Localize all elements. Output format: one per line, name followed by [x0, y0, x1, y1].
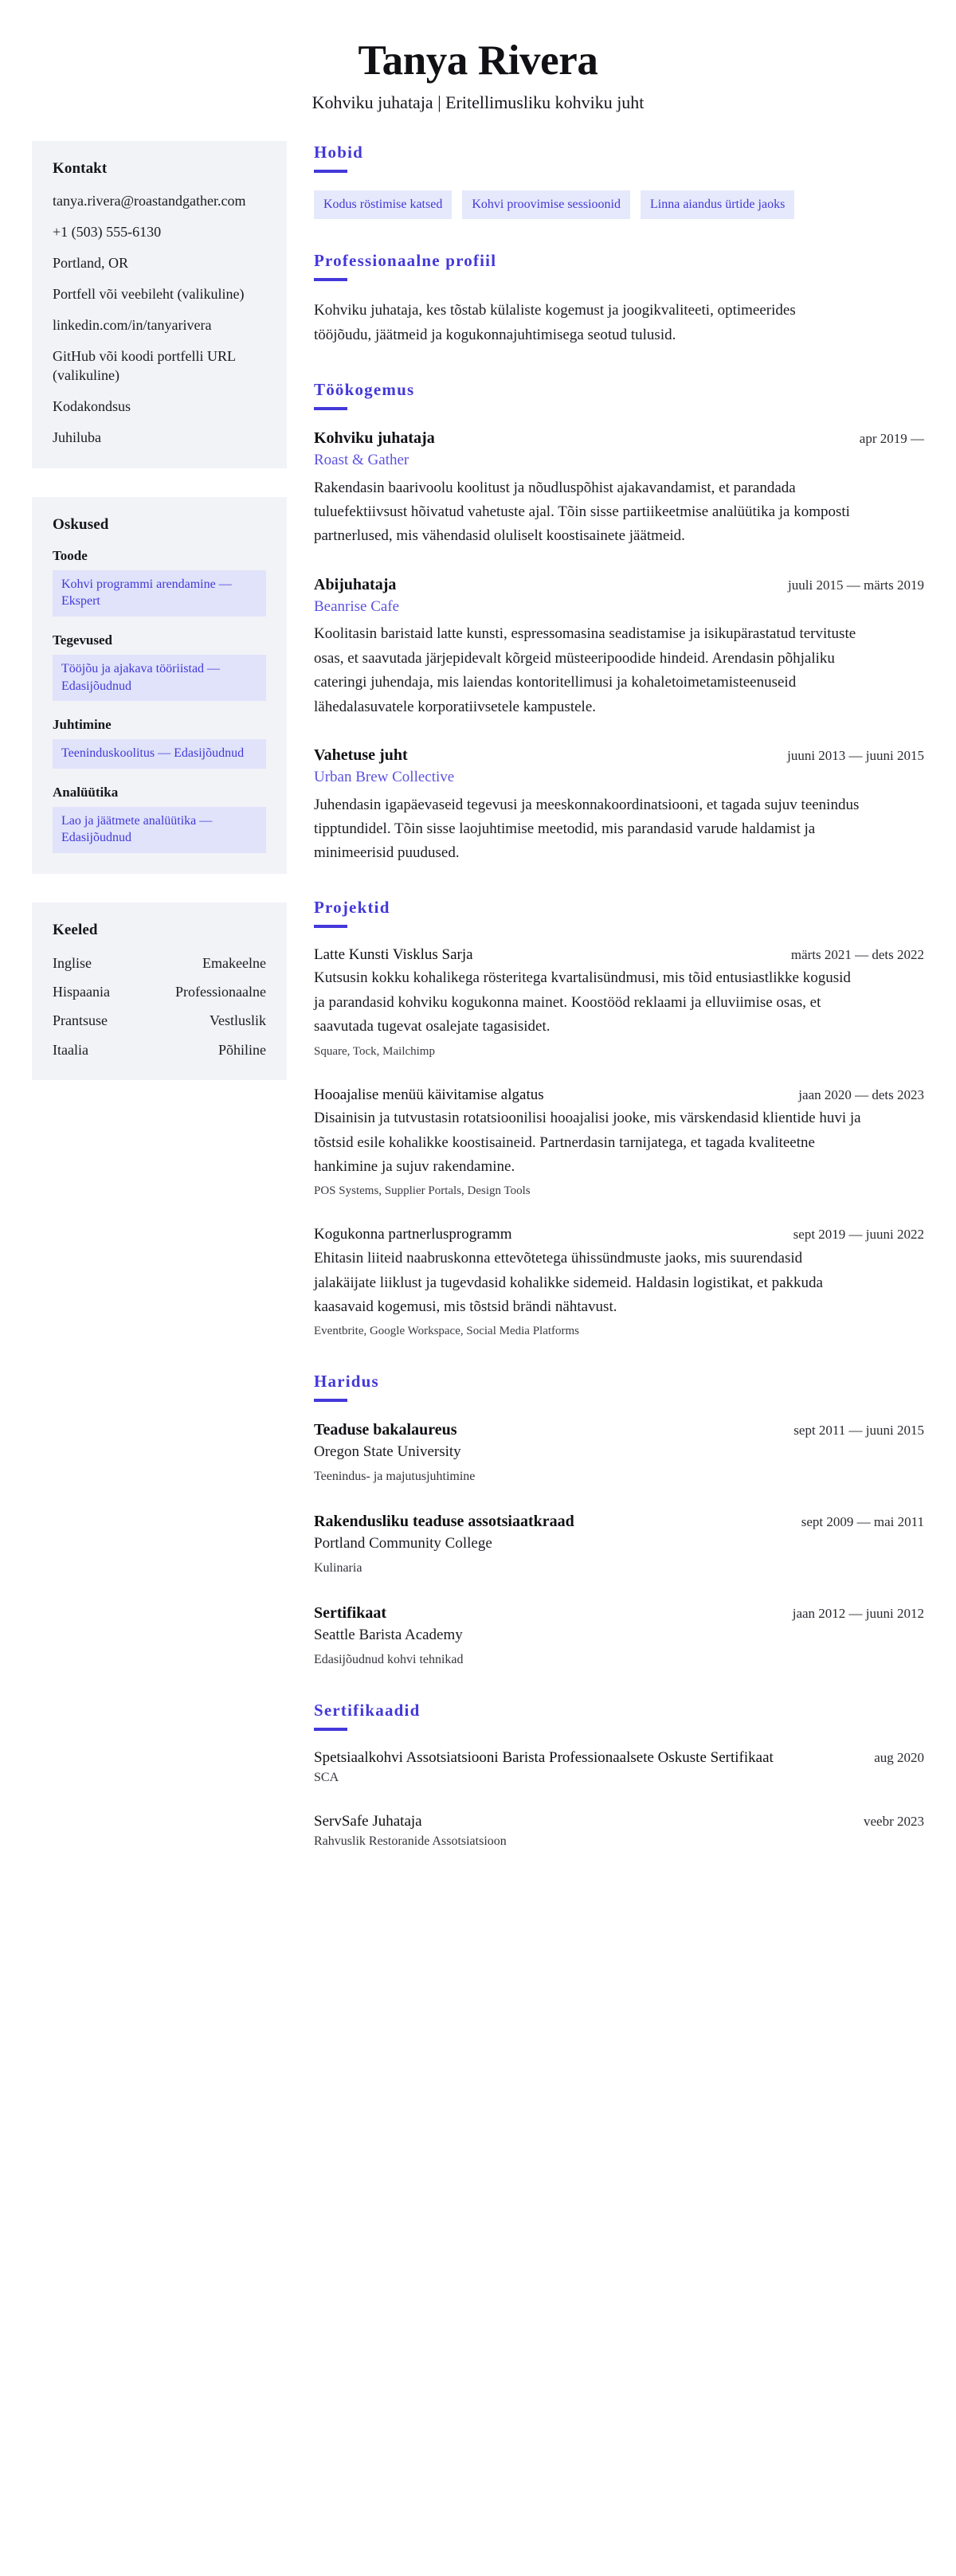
language-row [53, 1040, 266, 1059]
certification-entry [314, 1812, 924, 1850]
contact-drivers-license: Juhiluba [53, 429, 101, 445]
job-company: Roast & Gather [314, 452, 409, 469]
project-tech: POS Systems, Supplier Portals, Design Tools [314, 1184, 531, 1198]
entry-head [314, 1603, 924, 1623]
skill-group-label: Juhtimine [53, 717, 112, 733]
hobby-chip[interactable]: Kohvi proovimise sessioonid [462, 190, 630, 219]
language-name: Prantsuse [53, 1012, 108, 1029]
section-title-projects: Projektid [314, 897, 390, 917]
skill-group-operations [53, 632, 266, 701]
project-description: Kutsusin kokku kohalikega rösteritega kvartalisündmusi, mis tõid entusiastlikke kogusid ja parandasid kohviku kogukonna mainet. Koostööd reklaami ja elluviimise osas, et saavutada tugevat osalejate tagasisidet. [314, 969, 851, 1035]
contact-citizenship: Kodakondsus [53, 397, 131, 414]
language-level: Professionaalne [175, 984, 266, 1000]
contact-phone[interactable]: +1 (503) 555-6130 [53, 224, 162, 241]
section-projects [314, 898, 924, 1341]
certification-entry [314, 1748, 924, 1787]
language-row [53, 953, 266, 973]
section-rule [314, 407, 347, 410]
entry-head [314, 1086, 924, 1106]
degree-title: Teaduse bakalaureus [314, 1421, 457, 1439]
degree-date: sept 2011 — juuni 2015 [793, 1423, 924, 1439]
degree-date: sept 2009 — mai 2011 [801, 1514, 924, 1530]
certification-issuer: SCA [314, 1770, 339, 1784]
school-name: Portland Community College [314, 1535, 492, 1552]
job-description: Koolitasin baristaid latte kunsti, espressomasina seadistamise ja isikupärastatud tervituste osas, et saavutada järjepidevalt kõrgeid müsteeripoodide hindeid. Arendasin põhjaliku cateringi juhendaja, mis laiendas kontoritellimusi ja kohaletoimetamisteenuseid lähedalasuvatele korporatiivsetele kampustele. [314, 625, 856, 715]
section-rule [314, 925, 347, 928]
entry-head [314, 945, 924, 965]
entry-head [314, 1225, 924, 1245]
field-of-study: Edasijõudnud kohvi tehnikad [314, 1652, 464, 1666]
section-title-hobbies: Hobid [314, 143, 364, 162]
section-title-experience: Töökogemus [314, 380, 415, 400]
contact-list [53, 192, 266, 447]
education-entry [314, 1419, 924, 1486]
entry-head [314, 745, 924, 765]
school-name: Oregon State University [314, 1443, 461, 1461]
project-tech: Square, Tock, Mailchimp [314, 1044, 435, 1058]
project-tech: Eventbrite, Google Workspace, Social Media Platforms [314, 1325, 580, 1338]
skill-group-label: Tegevused [53, 632, 112, 648]
entry-head [314, 1812, 924, 1832]
skill-group-analytics [53, 785, 266, 853]
education-entry [314, 1511, 924, 1577]
section-profile [314, 251, 924, 348]
contact-linkedin[interactable]: linkedin.com/in/tanyarivera [53, 317, 212, 334]
language-level: Põhiline [217, 1041, 266, 1058]
project-date: jaan 2020 — dets 2023 [798, 1086, 924, 1102]
skill-pill[interactable]: Kohvi programmi arendamine — Ekspert [53, 570, 266, 617]
experience-entry [314, 428, 924, 549]
project-date: sept 2019 — juuni 2022 [793, 1227, 924, 1243]
skill-pill[interactable]: Lao ja jäätmete analüütika — Edasijõudnud [53, 807, 266, 853]
section-rule [314, 1399, 347, 1402]
certification-title: ServSafe Juhataja [314, 1813, 422, 1830]
contact-portfolio[interactable]: Portfell või veebileht (valikuline) [53, 286, 245, 303]
experience-entry [314, 745, 924, 866]
hobby-chip-list [314, 190, 924, 219]
job-company: Beanrise Cafe [314, 597, 400, 615]
contact-title: Kontakt [53, 160, 108, 178]
language-name: Inglise [53, 954, 92, 971]
project-entry [314, 1225, 924, 1340]
section-education [314, 1372, 924, 1669]
resume-header [32, 38, 924, 114]
entry-head [314, 1748, 924, 1768]
job-date: apr 2019 — [859, 431, 924, 447]
language-row [53, 1011, 266, 1030]
entry-head [314, 1419, 924, 1440]
section-rule [314, 170, 347, 173]
entry-head [314, 574, 924, 595]
candidate-headline: Kohviku juhataja | Eritellimusliku kohviku juht [311, 92, 645, 112]
entry-head [314, 1511, 924, 1532]
skill-group-label: Toode [53, 547, 88, 563]
hobby-chip[interactable]: Kodus röstimise katsed [314, 190, 452, 219]
contact-card [32, 141, 287, 468]
language-name: Hispaania [53, 984, 110, 1000]
job-date: juuli 2015 — märts 2019 [788, 577, 924, 593]
project-title: Hooajalise menüü käivitamise algatus [314, 1086, 544, 1103]
section-rule [314, 1728, 347, 1731]
section-certifications [314, 1701, 924, 1850]
skills-title: Oskused [53, 515, 109, 533]
section-rule [314, 278, 347, 281]
certification-title: Spetsiaalkohvi Assotsiatsiooni Barista Professionaalsete Oskuste Sertifikaat [314, 1749, 774, 1767]
language-level: Vestluslik [209, 1012, 266, 1029]
skill-pill[interactable]: Tööjõu ja ajakava tööriistad — Edasijõudnud [53, 655, 266, 701]
contact-location: Portland, OR [53, 255, 129, 272]
section-hobbies [314, 143, 924, 219]
section-title-education: Haridus [314, 1372, 379, 1392]
job-title: Abijuhataja [314, 575, 397, 593]
languages-card [32, 902, 287, 1080]
main-column [314, 141, 924, 1850]
section-title-profile: Professionaalne profiil [314, 251, 497, 271]
project-entry [314, 1086, 924, 1200]
language-level: Emakeelne [202, 954, 266, 971]
entry-head [314, 428, 924, 448]
languages-title: Keeled [53, 921, 98, 938]
skill-group-leadership [53, 717, 266, 769]
section-experience [314, 380, 924, 866]
degree-title: Sertifikaat [314, 1604, 387, 1623]
school-name: Seattle Barista Academy [314, 1627, 463, 1644]
project-title: Kogukonna partnerlusprogramm [314, 1226, 512, 1243]
job-company: Urban Brew Collective [314, 768, 455, 785]
skill-group-product [53, 548, 266, 617]
candidate-name: Tanya Rivera [358, 37, 598, 84]
certification-issuer: Rahvuslik Restoranide Assotsiatsioon [314, 1834, 507, 1848]
experience-entry [314, 574, 924, 719]
job-date: juuni 2013 — juuni 2015 [787, 747, 924, 763]
field-of-study: Teenindus- ja majutusjuhtimine [314, 1469, 476, 1483]
job-description: Juhendasin igapäevaseid tegevusi ja meeskonnakoordinatsiooni, et tagada sujuv teenindus tipptundidel. Tõin sisse laojuhtimise meetodid, mis parandasid varude haldamist ja minimeerisid puudused. [314, 796, 860, 862]
contact-github[interactable]: GitHub või koodi portfelli URL (valikuline) [53, 347, 236, 383]
job-description: Rakendasin baarivoolu koolitust ja nõudluspõhist ajakavandamist, et parandada tuluefektiivsust hõivatud vahetuste ajal. Tõin sisse partiikeetmise analüütika ja komposti partnerlused, mis vähendasid oluliselt koostisainete jäätmeid. [314, 479, 850, 545]
section-title-certifications: Sertifikaadid [314, 1701, 421, 1721]
project-description: Disainisin ja tutvustasin rotatsioonilisi hooajalisi jooke, mis värskendasid klientide huvi ja tõstsid esile kohalikke koostisaineid. Partnerdasin tarnijatega, et tagada kvaliteetne hankimine ja sujuv rakendamine. [314, 1110, 861, 1176]
field-of-study: Kulinaria [314, 1560, 362, 1575]
sidebar [32, 141, 287, 1109]
resume-body [32, 141, 924, 1850]
education-entry [314, 1603, 924, 1669]
skill-group-label: Analüütika [53, 784, 119, 800]
language-name: Itaalia [53, 1041, 88, 1058]
degree-date: jaan 2012 — juuni 2012 [792, 1606, 924, 1622]
project-entry [314, 945, 924, 1060]
profile-summary: Kohviku juhataja, kes tõstab külaliste kogemust ja joogikvaliteeti, optimeerides tööjõudu, jäätmeid ja kogukonnajuhtimisega seotud tulusid. [314, 302, 796, 344]
degree-title: Rakendusliku teaduse assotsiaatkraad [314, 1513, 574, 1531]
skills-card [32, 497, 287, 874]
certification-date: aug 2020 [874, 1750, 924, 1766]
contact-email[interactable]: tanya.rivera@roastandgather.com [53, 193, 246, 209]
job-title: Vahetuse juht [314, 746, 408, 764]
certification-date: veebr 2023 [863, 1814, 924, 1830]
job-title: Kohviku juhataja [314, 429, 435, 448]
skill-pill[interactable]: Teeninduskoolitus — Edasijõudnud [53, 739, 266, 769]
hobby-chip[interactable]: Linna aiandus ürtide jaoks [641, 190, 794, 219]
project-title: Latte Kunsti Visklus Sarja [314, 945, 473, 963]
project-date: märts 2021 — dets 2022 [790, 946, 924, 962]
project-description: Ehitasin liiteid naabruskonna ettevõtetega ühissündmuste jaoks, mis suurendasid jalakäijate liiklust ja tugevdasid kohalikke sidemeid. Haldasin logistikat, et pakkuda kaasavaid kogemusi, mis tõstsid brändi nähtavust. [314, 1250, 823, 1315]
language-row [53, 982, 266, 1001]
